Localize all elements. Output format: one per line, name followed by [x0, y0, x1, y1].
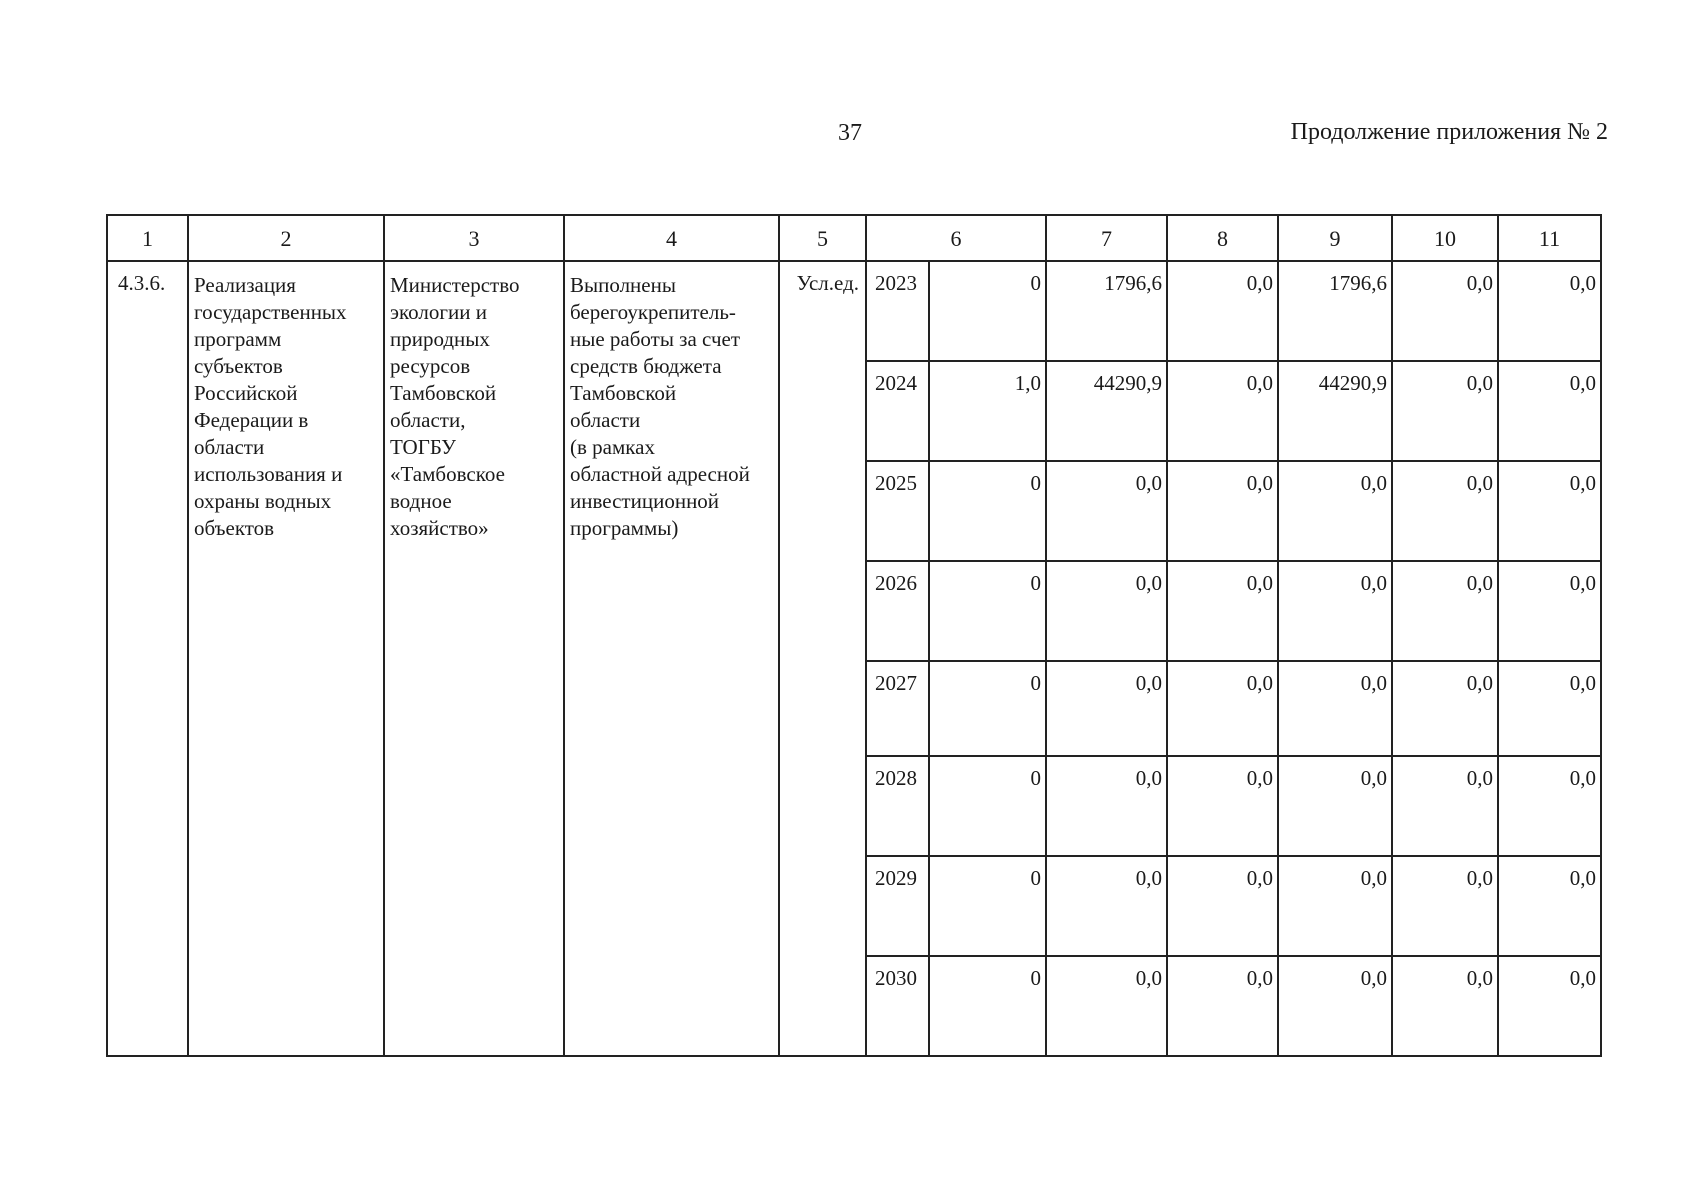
column-8-value: 0,0: [1167, 756, 1278, 856]
indicator-value: 0: [929, 261, 1046, 361]
column-header-8: 8: [1167, 215, 1278, 261]
column-11-value: 0,0: [1498, 561, 1601, 661]
indicator-value: 0: [929, 661, 1046, 756]
column-header-5: 5: [779, 215, 866, 261]
column-7-value: 1796,6: [1046, 261, 1167, 361]
column-11-value: 0,0: [1498, 756, 1601, 856]
column-10-value: 0,0: [1392, 561, 1498, 661]
column-11-value: 0,0: [1498, 856, 1601, 956]
year-cell: 2024: [866, 361, 929, 461]
column-8-value: 0,0: [1167, 261, 1278, 361]
column-header-2: 2: [188, 215, 384, 261]
program-table: [106, 214, 1602, 1057]
column-9-value: 0,0: [1278, 461, 1392, 561]
column-9-value: 0,0: [1278, 561, 1392, 661]
executor: Министерство экологии и природных ресурсов Тамбовской области, ТОГБУ «Тамбовское водное хозяйство»: [384, 261, 564, 1056]
column-11-value: 0,0: [1498, 261, 1601, 361]
column-11-value: 0,0: [1498, 956, 1601, 1056]
column-9-value: 44290,9: [1278, 361, 1392, 461]
column-10-value: 0,0: [1392, 661, 1498, 756]
indicator-value: 0: [929, 956, 1046, 1056]
indicator-value: 0: [929, 461, 1046, 561]
column-header-11: 11: [1498, 215, 1601, 261]
column-7-value: 0,0: [1046, 856, 1167, 956]
column-10-value: 0,0: [1392, 956, 1498, 1056]
appendix-note: Продолжение приложения № 2: [1290, 119, 1608, 145]
indicator-value: 0: [929, 561, 1046, 661]
column-8-value: 0,0: [1167, 361, 1278, 461]
page-number: 37: [838, 120, 862, 146]
column-header-row: [107, 215, 1601, 261]
column-8-value: 0,0: [1167, 956, 1278, 1056]
column-header-7: 7: [1046, 215, 1167, 261]
column-header-4: 4: [564, 215, 779, 261]
column-7-value: 44290,9: [1046, 361, 1167, 461]
unit-of-measure: Усл.ед.: [779, 261, 866, 1056]
column-header-6: 6: [866, 215, 1046, 261]
column-8-value: 0,0: [1167, 856, 1278, 956]
column-9-value: 0,0: [1278, 756, 1392, 856]
column-10-value: 0,0: [1392, 261, 1498, 361]
column-11-value: 0,0: [1498, 361, 1601, 461]
year-cell: 2029: [866, 856, 929, 956]
column-8-value: 0,0: [1167, 561, 1278, 661]
column-7-value: 0,0: [1046, 461, 1167, 561]
column-9-value: 1796,6: [1278, 261, 1392, 361]
result-description: Выполнены берегоукрепитель- ные работы за счет средств бюджета Тамбовской области (в рамках областной адресной инвестиционной программы): [564, 261, 779, 1056]
indicator-value: 1,0: [929, 361, 1046, 461]
year-cell: 2030: [866, 956, 929, 1056]
year-cell: 2025: [866, 461, 929, 561]
column-header-9: 9: [1278, 215, 1392, 261]
column-8-value: 0,0: [1167, 661, 1278, 756]
column-7-value: 0,0: [1046, 756, 1167, 856]
column-11-value: 0,0: [1498, 461, 1601, 561]
column-8-value: 0,0: [1167, 461, 1278, 561]
column-10-value: 0,0: [1392, 756, 1498, 856]
column-7-value: 0,0: [1046, 956, 1167, 1056]
column-10-value: 0,0: [1392, 461, 1498, 561]
indicator-value: 0: [929, 856, 1046, 956]
column-9-value: 0,0: [1278, 661, 1392, 756]
column-9-value: 0,0: [1278, 856, 1392, 956]
year-cell: 2028: [866, 756, 929, 856]
column-10-value: 0,0: [1392, 856, 1498, 956]
year-cell: 2027: [866, 661, 929, 756]
column-9-value: 0,0: [1278, 956, 1392, 1056]
year-cell: 2023: [866, 261, 929, 361]
table-row: [107, 261, 1601, 361]
column-11-value: 0,0: [1498, 661, 1601, 756]
column-10-value: 0,0: [1392, 361, 1498, 461]
item-number: 4.3.6.: [107, 261, 188, 1056]
indicator-value: 0: [929, 756, 1046, 856]
measure-name: Реализация государственных программ субъектов Российской Федерации в области использования и охраны водных объектов: [188, 261, 384, 1056]
column-header-10: 10: [1392, 215, 1498, 261]
column-7-value: 0,0: [1046, 661, 1167, 756]
column-header-1: 1: [107, 215, 188, 261]
column-header-3: 3: [384, 215, 564, 261]
column-7-value: 0,0: [1046, 561, 1167, 661]
year-cell: 2026: [866, 561, 929, 661]
